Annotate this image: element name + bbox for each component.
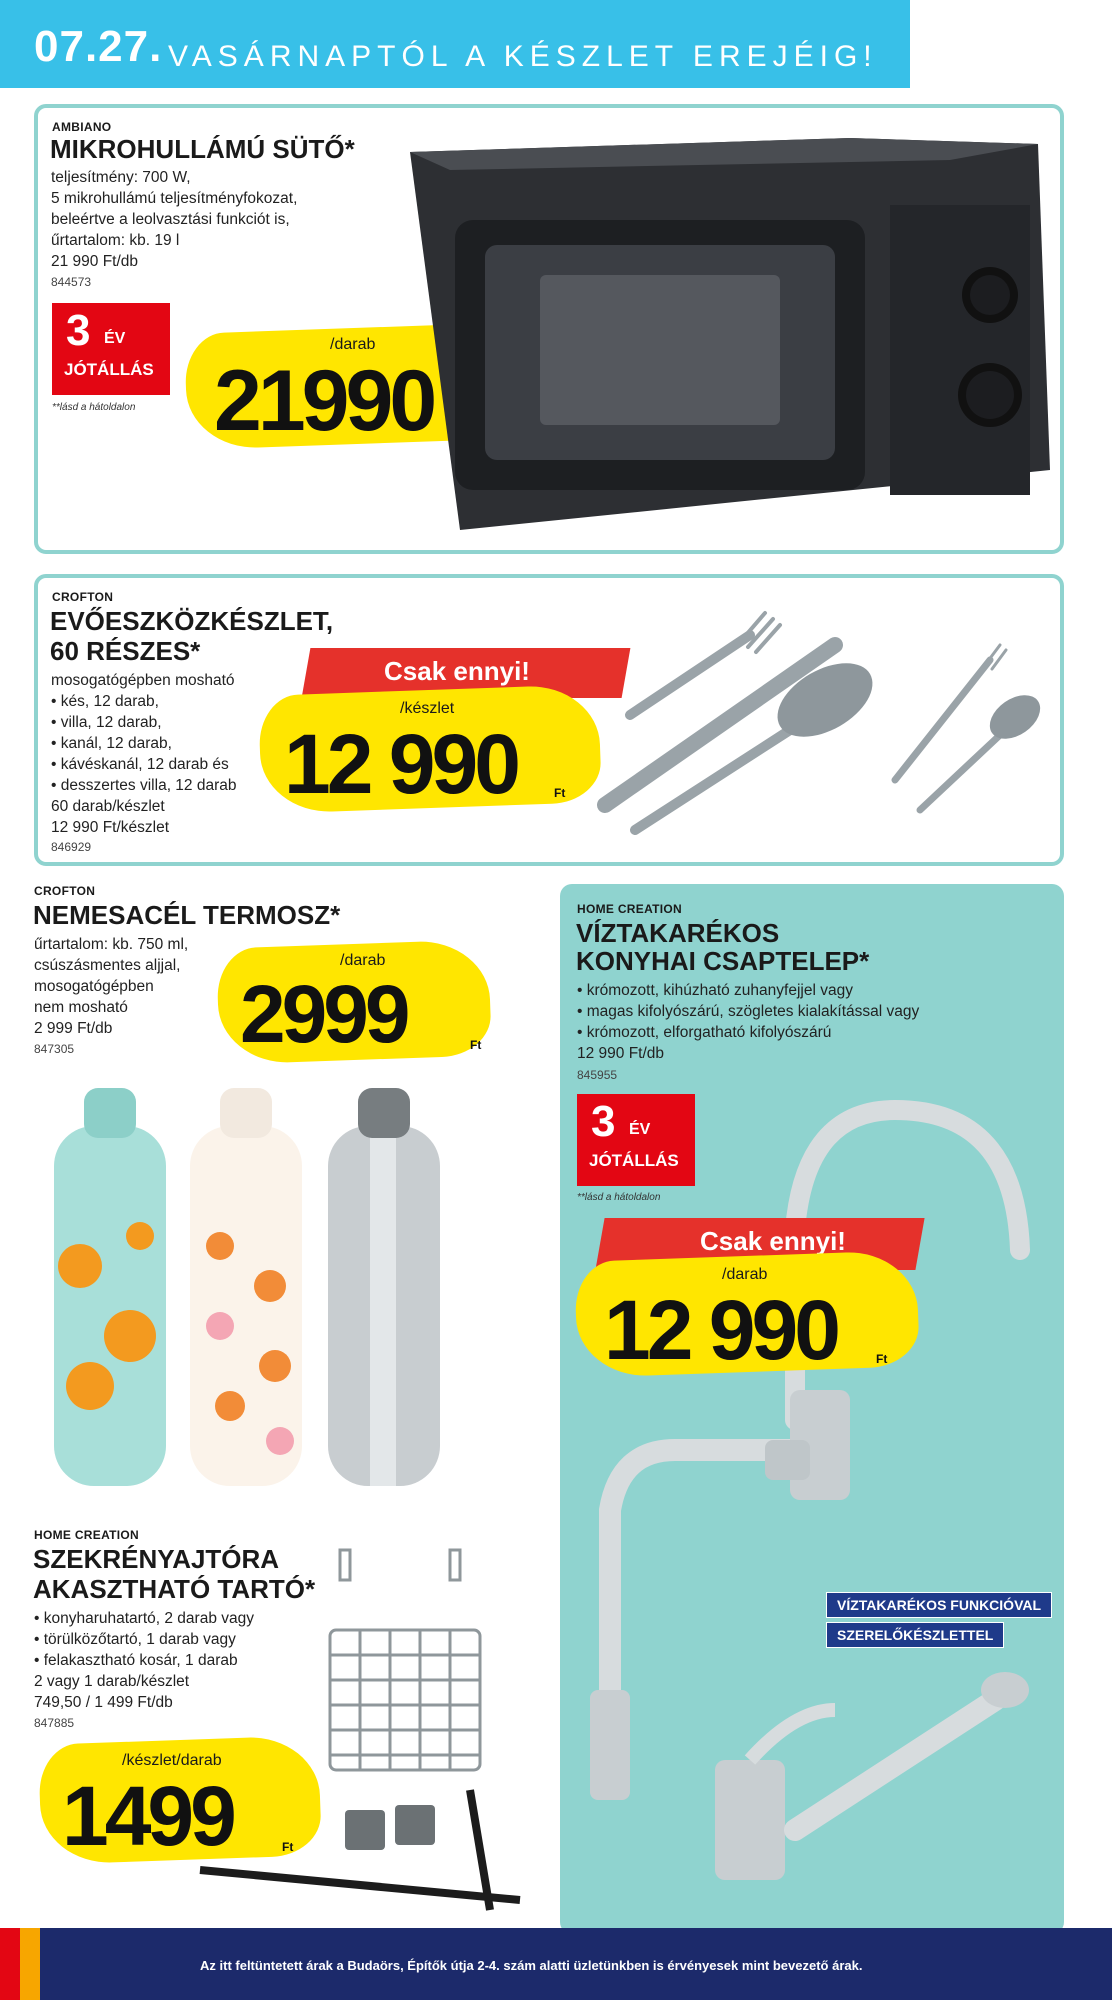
desc-line: 21 990 Ft/db [51, 253, 139, 270]
product-code: 845955 [577, 1068, 618, 1082]
desc-line: 749,50 / 1 499 Ft/db [34, 1694, 173, 1711]
desc-line: 60 darab/készlet [51, 798, 165, 815]
price-currency: Ft [554, 786, 566, 800]
price-value: 1499 [62, 1769, 233, 1863]
price-unit: /darab [330, 336, 376, 353]
desc-line: mosogatógépben mosható [51, 672, 235, 689]
warranty-note: **lásd a hátoldalon [577, 1192, 661, 1203]
price-currency: Ft [876, 1352, 888, 1366]
thermos-image [40, 1086, 460, 1496]
warranty-jotallas: JÓTÁLLÁS [589, 1151, 679, 1170]
cutlery-title-1: EVŐESZKÖZKÉSZLET, [50, 606, 334, 636]
desc-line: beleértve a leolvasztási funkciót is, [51, 211, 290, 228]
holder-brand: HOME CREATION [34, 1528, 140, 1542]
product-code: 846929 [51, 840, 92, 854]
faucet-brand: HOME CREATION [577, 902, 683, 916]
warranty-number: 3 [66, 306, 91, 355]
cutlery-image [590, 605, 1050, 845]
desc-line: 2 999 Ft/db [34, 1020, 113, 1037]
warranty-number: 3 [591, 1097, 616, 1146]
feature-tag: VÍZTAKARÉKOS FUNKCIÓVAL [826, 1592, 1052, 1618]
cutlery-desc [51, 670, 237, 838]
desc-line: 12 990 Ft/db [577, 1045, 665, 1062]
product-code: 847885 [34, 1716, 75, 1730]
thermos-title: NEMESACÉL TERMOSZ* [33, 900, 341, 930]
product-code: 844573 [51, 275, 92, 289]
price-unit: /készlet/darab [122, 1752, 222, 1769]
footer-stripe [0, 1928, 40, 2000]
desc-line: űrtartalom: kb. 19 l [51, 232, 180, 249]
desc-line: 12 990 Ft/készlet [51, 819, 170, 836]
header-date: 07.27. [34, 22, 163, 71]
holder-image [190, 1540, 560, 1920]
thermos-brand: CROFTON [34, 884, 96, 898]
desc-line: • felakasztható kosár, 1 darab [34, 1652, 238, 1669]
desc-line: • törülközőtartó, 1 darab vagy [34, 1631, 236, 1648]
faucet-image [565, 1090, 1060, 1920]
desc-line: • kávéskanál, 12 darab és [51, 756, 229, 773]
microwave-title: MIKROHULLÁMÚ SÜTŐ* [50, 134, 355, 164]
cutlery-brand: CROFTON [52, 590, 114, 604]
price-value: 21990 [214, 353, 434, 449]
desc-line: • villa, 12 darab, [51, 714, 162, 731]
desc-line: űrtartalom: kb. 750 ml, [34, 936, 189, 953]
microwave-brand: AMBIANO [52, 120, 112, 134]
price-unit: /készlet [400, 700, 455, 717]
warranty-ev: ÉV [629, 1121, 651, 1138]
price-currency: Ft [282, 1840, 294, 1854]
price-unit: /darab [340, 952, 386, 969]
desc-line: 2 vagy 1 darab/készlet [34, 1673, 190, 1690]
desc-line: nem mosható [34, 999, 128, 1016]
faucet-title-1: VÍZTAKARÉKOS [576, 918, 780, 948]
desc-line: csúszásmentes aljjal, [34, 957, 181, 974]
faucet-title-2: KONYHAI CSAPTELEP* [576, 946, 870, 976]
header-text: VASÁRNAPTÓL A KÉSZLET EREJÉIG! [168, 40, 878, 73]
desc-line: • magas kifolyószárú, szögletes kialakítással vagy [577, 1003, 920, 1020]
price-value: 12 990 [604, 1283, 837, 1377]
desc-line: 5 mikrohullámú teljesítményfokozat, [51, 190, 298, 207]
red-banner-text: Csak ennyi! [384, 656, 530, 686]
price-unit: /darab [722, 1266, 768, 1283]
desc-line: • kés, 12 darab, [51, 693, 159, 710]
feature-tag: SZERELŐKÉSZLETTEL [826, 1622, 1004, 1648]
footer-text: Az itt feltüntetett árak a Budaörs, Építők útja 2-4. szám alatti üzletünkben is érvényesek mint bevezető árak. [200, 1958, 863, 1973]
faucet-desc [577, 980, 919, 1064]
desc-line: • krómozott, kihúzható zuhanyfejjel vagy [577, 982, 853, 999]
thermos-desc [34, 934, 188, 1039]
warranty-ev: ÉV [104, 330, 126, 347]
desc-line: teljesítmény: 700 W, [51, 169, 191, 186]
desc-line: • krómozott, elforgatható kifolyószárú [577, 1024, 832, 1041]
price-value: 2999 [240, 969, 407, 1060]
holder-title-1: SZEKRÉNYAJTÓRA [33, 1544, 280, 1574]
product-code: 847305 [34, 1042, 75, 1056]
desc-line: • kanál, 12 darab, [51, 735, 172, 752]
desc-line: • desszertes villa, 12 darab [51, 777, 237, 794]
warranty-note: **lásd a hátoldalon [52, 402, 136, 413]
price-currency: Ft [470, 1038, 482, 1052]
cutlery-title-2: 60 RÉSZES* [50, 636, 201, 666]
holder-title-2: AKASZTHATÓ TARTÓ* [33, 1574, 316, 1604]
microwave-image [390, 130, 1050, 540]
red-banner-text: Csak ennyi! [700, 1226, 846, 1256]
desc-line: mosogatógépben [34, 978, 154, 995]
price-value: 12 990 [284, 717, 517, 811]
warranty-jotallas: JÓTÁLLÁS [64, 360, 154, 379]
microwave-desc [51, 167, 297, 272]
desc-line: • konyharuhatartó, 2 darab vagy [34, 1610, 254, 1627]
